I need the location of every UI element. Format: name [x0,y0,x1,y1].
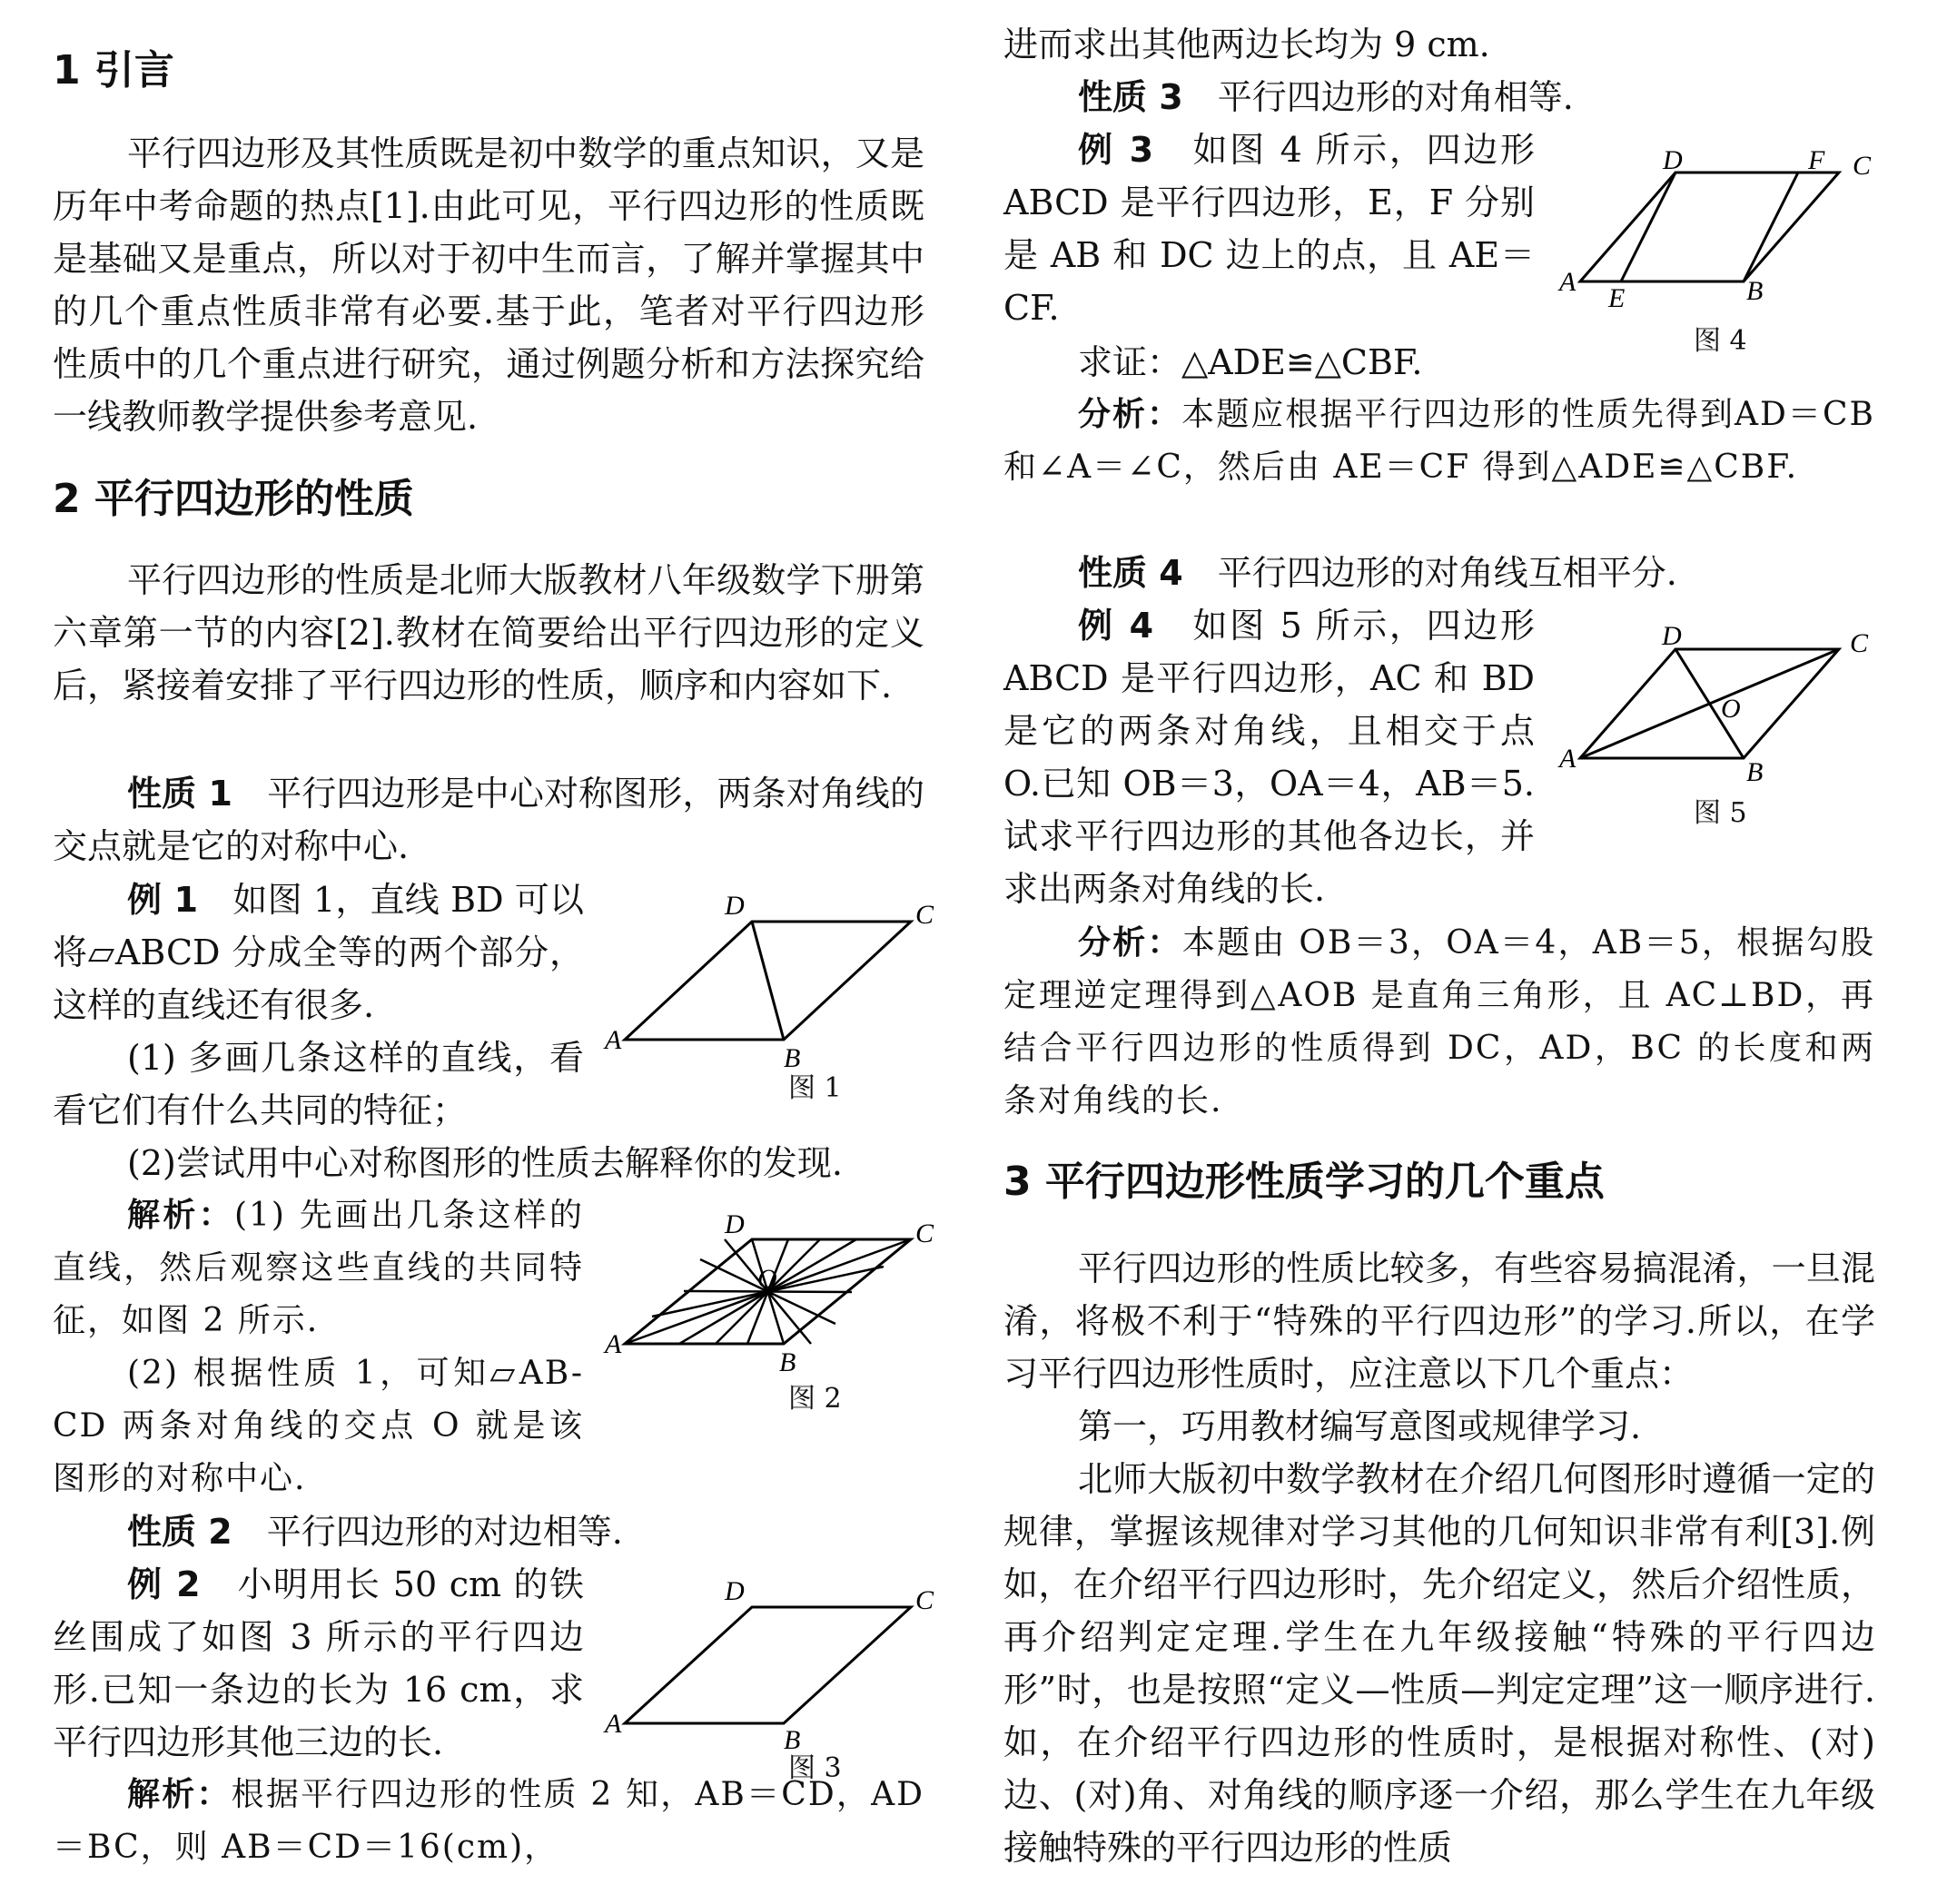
figure-5-caption: 图 5 [1694,797,1747,829]
example4-text: 如图 5 所示，四边形 ABCD 是平行四边形，AC 和 BD 是它的两条对角线，且相交于点 O.已知 OB＝3，OA＝4，AB＝5.试求平行四边形的其他各边长，并求出两条对角线的长. [1003,606,1535,909]
property2-label: 性质 2 [127,1512,232,1552]
fig1-label-b: B [784,1043,801,1073]
figure-3-diagram [598,1571,943,1780]
figure-4-diagram [1548,136,1884,309]
fig2-label-c: C [915,1218,934,1248]
fig1-label-c: C [915,900,934,930]
example2-solution-continued: 进而求出其他两边长均为 9 cm. [1003,25,1490,64]
figure-4 [1548,136,1884,357]
analysis-label-2: 分析： [1078,924,1182,962]
section3-heading: 3 平行四边形性质学习的几个重点 [1003,1159,1605,1205]
section2-heading: 2 平行四边形的性质 [53,476,414,522]
section3-paragraph1: 平行四边形的性质比较多，有些容易搞混淆，一旦混淆，将极不利于“特殊的平行四边形”的学习.所以，在学习平行四边形性质时，应注意以下几个重点： [1003,1248,1875,1394]
section1-heading: 1 引言 [53,47,174,94]
property3-text: 平行四边形的对角相等. [1217,77,1574,117]
example1-solution1-text: (1) 先画出几条这样的直线，然后观察这些直线的共同特征，如图 2 所示. [53,1197,584,1339]
example1-question1: (1) 多画几条这样的直线，看看它们有什么共同的特征； [53,1038,584,1130]
analysis-label: 分析： [1078,396,1182,433]
property4-text: 平行四边形的对角线互相平分. [1217,553,1677,593]
fig2-label-d: D [725,1209,745,1239]
figure-2-diagram [598,1199,943,1407]
example2-label: 例 2 [127,1564,201,1604]
fig2-label-a: A [605,1329,622,1359]
fig2-label-b: B [779,1347,796,1377]
property2-text: 平行四边形的对边相等. [266,1512,623,1552]
fig4-label-a: A [1559,267,1576,297]
solution-label-2: 解析： [127,1776,232,1813]
figure-1-diagram [598,885,943,1094]
fig4-label-c: C [1853,151,1872,181]
example3-analysis [1003,389,1875,494]
fig4-label-d: D [1663,145,1683,175]
fig2-label-o: O [757,1264,777,1294]
example2 [53,1558,584,1769]
figure-3 [598,1571,943,1784]
solution-label: 解析： [127,1197,234,1234]
figure-2-caption: 图 2 [788,1383,842,1415]
fig1-label-a: A [605,1025,622,1055]
example3-label: 例 3 [1078,130,1154,170]
fig5-label-o: O [1721,694,1741,724]
example1-label: 例 1 [127,880,199,920]
fig3-label-b: B [784,1725,801,1755]
fig5-label-b: B [1746,757,1764,781]
example4-analysis [1003,917,1875,1128]
property2 [53,1505,924,1558]
property1-label: 性质 1 [127,774,232,814]
figure-2 [598,1199,943,1415]
property3 [1003,71,1875,123]
figure-4-caption: 图 4 [1694,325,1747,357]
figure-1-caption: 图 1 [788,1072,842,1104]
section3-paragraph2: 第一，巧用教材编写意图或规律学习. [1078,1406,1642,1446]
section3-paragraph3: 北师大版初中数学教材在介绍几何图形时遵循一定的规律，掌握该规律对学习其他的几何知识非常有利[3].例如，在介绍平行四边形时，先介绍定义，然后介绍性质，再介绍判定定理.学生在九年级接触“特殊的平行四边形”时，也是按照“定义—性质—判定定理”这一顺序进行.如，在介绍平行四边形的性质时，是根据对称性、(对)边、(对)角、对角线的顺序逐一介绍，那么学生在九年级接触特殊的平行四边形的性质 [1003,1459,1875,1868]
example3 [1003,123,1535,334]
example1-solution1 [53,1189,584,1347]
example2-text: 小明用长 50 cm 的铁丝围成了如图 3 所示的平行四边形.已知一条边的长为 16 cm，求平行四边形其他三边的长. [53,1564,584,1762]
fig4-label-b: B [1746,276,1764,306]
property1-text: 平行四边形是中心对称图形，两条对角线的交点就是它的对称中心. [53,774,924,866]
example1-solution2: (2) 根据性质 1，可知▱AB-CD 两条对角线的交点 O 就是该图形的对称中心. [53,1355,584,1497]
figure-1 [598,885,943,1104]
fig5-label-c: C [1850,628,1869,658]
fig4-label-e: E [1608,283,1626,309]
property3-label: 性质 3 [1078,77,1183,117]
section2-paragraph: 平行四边形的性质是北师大版教材八年级数学下册第六章第一节的内容[2].教材在简要给出平行四边形的定义后，紧接着安排了平行四边形的性质，顺序和内容如下. [53,560,924,705]
fig5-label-d: D [1662,621,1682,651]
example3-analysis-text: 本题应根据平行四边形的性质先得到AD＝CB 和∠A＝∠C，然后由 AE＝CF 得到△ADE≌△CBF. [1003,396,1875,486]
fig4-label-f: F [1808,145,1825,175]
fig5-label-a: A [1559,744,1576,774]
figure-3-caption: 图 3 [788,1752,842,1784]
figure-5 [1548,617,1884,829]
example1-question2: (2)尝试用中心对称图形的性质去解释你的发现. [127,1143,843,1183]
example3-text: 如图 4 所示，四边形 ABCD 是平行四边形，E，F 分别是 AB 和 DC 边上的点，且 AE＝CF. [1003,130,1535,328]
example4-analysis-text: 本题由 OB＝3，OA＝4，AB＝5，根据勾股定理逆定理得到△AOB 是直角三角形，且 AC⊥BD，再结合平行四边形的性质得到 DC，AD，BC 的长度和两条对角线的长. [1003,924,1875,1120]
property4-label: 性质 4 [1078,553,1183,593]
property4 [1003,547,1875,599]
property1 [53,767,924,873]
example1-text: 如图 1，直线 BD 可以将▱ABCD 分成全等的两个部分，这样的直线还有很多. [53,880,584,1025]
figure-5-diagram [1548,617,1884,781]
fig1-label-d: D [725,891,745,921]
fig3-label-c: C [915,1585,934,1615]
example1 [53,873,584,1031]
example4-label: 例 4 [1078,606,1154,646]
example4 [1003,599,1535,915]
example3-prove: 求证：△ADE≌△CBF. [1078,342,1423,382]
fig3-label-d: D [725,1576,745,1606]
fig3-label-a: A [605,1709,622,1739]
example2-solution-text: 根据平行四边形的性质 2 知，AB＝CD，AD＝BC，则 AB＝CD＝16(cm)， [53,1776,924,1866]
section1-paragraph: 平行四边形及其性质既是初中数学的重点知识，又是历年中考命题的热点[1].由此可见，平行四边形的性质既是基础又是重点，所以对于初中生而言，了解并掌握其中的几个重点性质非常有必要.基于此，笔者对平行四边形性质中的几个重点进行研究，通过例题分析和方法探究给一线教师教学提供参考意见. [53,133,924,437]
